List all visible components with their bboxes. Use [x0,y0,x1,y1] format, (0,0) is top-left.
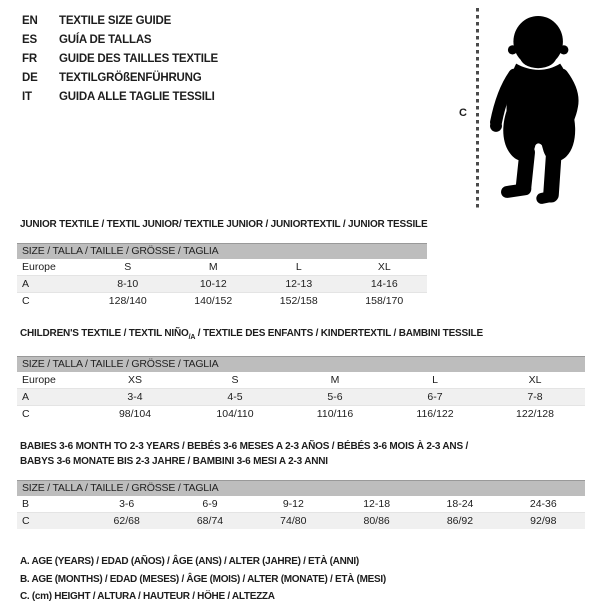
row-label: A [22,278,30,290]
note-line-2: B. AGE (MONTHS) / EDAD (MESES) / ÂGE (MOIS) / ALTER (MONATE) / ETÀ (MESI) [20,573,386,585]
table-title [20,326,585,345]
size-cell: 6-9 [202,498,218,510]
table-box [17,243,427,309]
table-title-segment: / TEXTILE DES ENFANTS / KINDERTEXTIL / BAMBINI TESSILE [195,328,483,339]
language-code: ES [22,34,37,46]
table-title [20,217,585,232]
size-cell: 18-24 [446,498,474,510]
table-row-c [17,513,585,529]
size-cell: XL [528,374,542,386]
table-title [20,439,585,454]
size-cell: 3-4 [127,391,143,403]
row-label: Europe [22,261,56,273]
size-cell: 8-10 [117,278,139,290]
size-cell: 158/170 [365,295,404,307]
table-box [17,356,585,422]
size-cell: M [208,261,218,273]
row-label: C [22,295,30,307]
table-row-b [17,496,585,513]
measure-label-c: C [459,107,467,119]
size-cell: 4-5 [227,391,243,403]
language-label: TEXTILE SIZE GUIDE [59,15,172,27]
size-cell: S [231,374,239,386]
size-cell: 140/152 [194,295,233,307]
size-cell: 3-6 [119,498,135,510]
size-cell: 92/98 [530,515,557,527]
size-cell: M [330,374,340,386]
table-title-segment: JUNIOR TEXTILE / TEXTIL JUNIOR/ TEXTILE JUNIOR / JUNIORTEXTIL / JUNIOR TESSILE [20,219,428,230]
table-box [17,480,585,529]
size-cell: 152/158 [279,295,318,307]
size-cell: S [124,261,132,273]
size-cell: 14-16 [370,278,398,290]
size-cell: 7-8 [527,391,543,403]
size-cell: 110/116 [316,408,354,420]
size-header-bar: SIZE / TALLA / TAILLE / GRÖSSE / TAGLIA [17,480,585,496]
language-code: IT [22,91,32,103]
language-code: EN [22,15,38,27]
size-cell: 116/122 [416,408,454,420]
language-label: TEXTILGRÖßENFÜHRUNG [59,72,202,84]
size-header-bar: SIZE / TALLA / TAILLE / GRÖSSE / TAGLIA [17,356,585,372]
size-cell: XS [127,374,142,386]
size-table-children [17,326,585,422]
size-cell: 122/128 [516,408,554,420]
row-label: Europe [22,374,56,386]
header [0,0,600,212]
size-cell: 68/74 [196,515,224,527]
table-row-a [17,389,585,406]
height-measure-line [476,8,479,210]
size-cell: XL [377,261,391,273]
size-cell: 12-18 [363,498,391,510]
table-title [20,454,585,469]
size-table-babies [17,439,585,529]
size-cell: 62/68 [113,515,140,527]
table-row-c [17,293,427,309]
table-title-segment: /A [188,334,196,341]
language-label: GUIDE DES TAILLES TEXTILE [59,53,218,65]
size-cell: L [295,261,302,273]
size-cell: 12-13 [285,278,313,290]
size-cell: 98/104 [118,408,152,420]
note-line-3: C. (cm) HEIGHT / ALTURA / HAUTEUR / HÖHE / ALTEZZA [20,591,275,602]
size-cell: 74/80 [280,515,307,527]
size-cell: 104/110 [216,408,254,420]
size-cell: 128/140 [108,295,147,307]
row-label: A [22,391,30,403]
table-title-segment: BABYS 3-6 MONATE BIS 2-3 JAHRE / BAMBINI 3-6 MESI A 2-3 ANNI [20,456,328,467]
table-row-c [17,406,585,422]
size-cell: 9-12 [282,498,304,510]
table-row-europe [17,372,585,389]
language-code: DE [22,72,38,84]
baby-silhouette-icon [485,6,595,212]
note-line-1: A. AGE (YEARS) / EDAD (AÑOS) / ÂGE (ANS) / ALTER (JAHRE) / ETÀ (ANNI) [20,556,359,567]
table-row-a [17,276,427,293]
size-table-junior [17,217,585,309]
row-label: C [22,408,30,420]
size-cell: 80/86 [363,515,390,527]
language-code: FR [22,53,37,65]
size-cell: 10-12 [199,278,227,290]
size-cell: 24-36 [529,498,557,510]
figure-area [452,6,597,212]
size-header-bar: SIZE / TALLA / TAILLE / GRÖSSE / TAGLIA [17,243,427,259]
language-label: GUIDA ALLE TAGLIE TESSILI [59,91,215,103]
size-cell: 6-7 [427,391,443,403]
language-label: GUÍA DE TALLAS [59,34,152,46]
row-label: C [22,515,30,527]
tables-area [0,217,600,529]
table-title-segment: BABIES 3-6 MONTH TO 2-3 YEARS / BEBÉS 3-6 MESES A 2-3 AÑOS / BÉBÉS 3-6 MOIS À 2-3 ANS / [20,441,469,452]
size-cell: 5-6 [327,391,343,403]
size-cell: L [432,374,438,386]
footnotes [0,529,600,606]
size-cell: 86/92 [446,515,474,527]
table-title-segment: CHILDREN'S TEXTILE / TEXTIL NIÑO [20,328,189,339]
row-label: B [22,498,30,510]
table-row-europe [17,259,427,276]
